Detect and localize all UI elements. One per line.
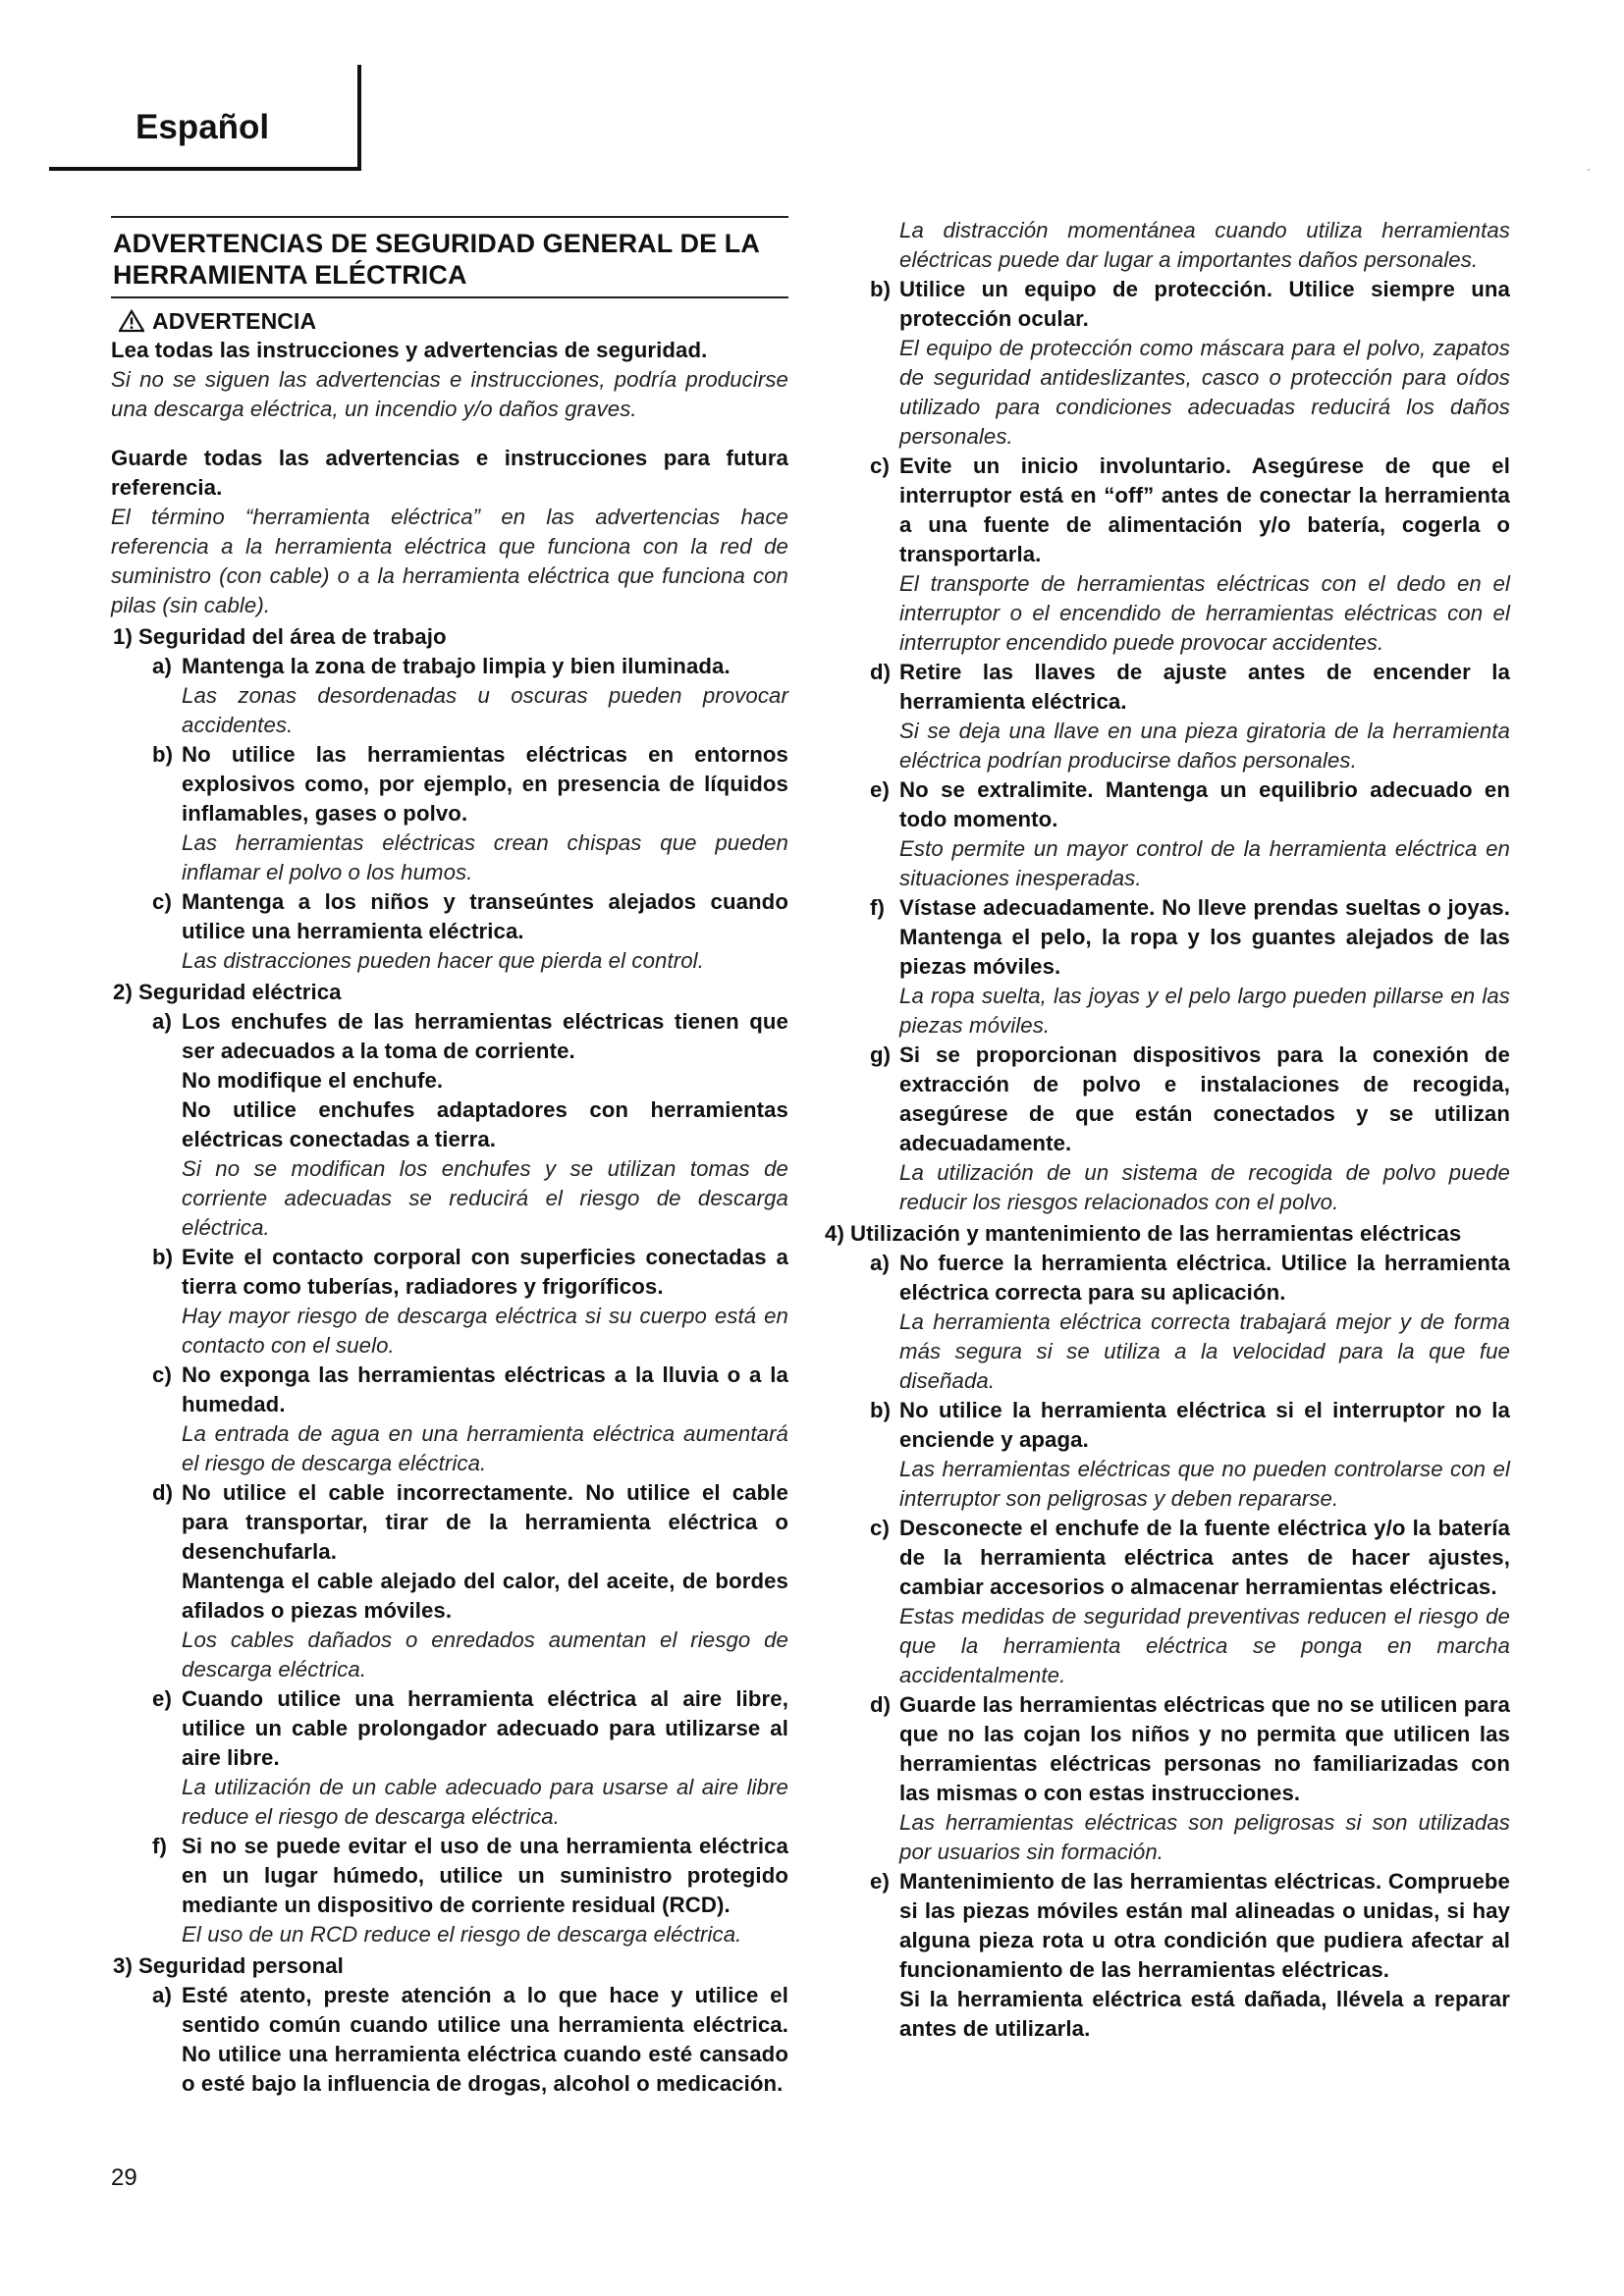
section-3-title: 3) Seguridad personal	[113, 1953, 344, 1978]
list-item: c) Mantenga a los niños y transeúntes alejados cuando utilice una herramienta eléctrica. Las distracciones pueden hacer que pierda el control.	[152, 889, 788, 973]
list-item: e) Mantenimiento de las herramientas eléctricas. Compruebe si las piezas móviles están mal alineadas o unidas, si hay alguna pieza rota u otra condición que pudiera afectar al funcionamiento de las herramientas eléctricas. Si la herramienta eléctrica está dañada, llévela a reparar antes de utilizarla.	[870, 1869, 1510, 2041]
section-2-items	[111, 1007, 788, 1949]
section-heading: ADVERTENCIAS DE SEGURIDAD GENERAL DE LA HERRAMIENTA ELÉCTRICA	[111, 216, 788, 298]
language-label: Español	[135, 108, 270, 146]
page-number: 29	[111, 2164, 137, 2191]
keep-italic: El término “herramienta eléctrica” en las advertencias hace referencia a la herramienta eléctrica que funciona con la red de suministro (con cable) o a la herramienta eléctrica que funciona con pilas (sin cable).	[111, 505, 788, 617]
section-1-items	[111, 652, 788, 976]
list-item: c) No exponga las herramientas eléctricas a la lluvia o a la humedad. La entrada de agua en una herramienta eléctrica aumentará el riesgo de descarga eléctrica.	[152, 1362, 788, 1475]
language-tab	[49, 65, 361, 171]
left-column	[111, 216, 788, 2099]
warning-label: ADVERTENCIA	[152, 308, 317, 334]
list-item: d) No utilice el cable incorrectamente. No utilice el cable para transportar, tirar de la herramienta eléctrica o desenchufarla. Mantenga el cable alejado del calor, del aceite, de bordes afilados o piezas móviles. Los cables dañados o enredados aumentan el riesgo de descarga eléctrica.	[152, 1480, 788, 1682]
keep-bold: Guarde todas las advertencias e instrucciones para futura referencia.	[111, 446, 788, 500]
intro-italic: Si no se siguen las advertencias e instrucciones, podría producirse una descarga eléctrica, un incendio y/o daños graves.	[111, 367, 788, 421]
list-item: b) No utilice las herramientas eléctricas en entornos explosivos como, por ejemplo, en presencia de líquidos inflamables, gases o polvo. Las herramientas eléctricas crean chispas que pueden inflamar el polvo o los humos.	[152, 742, 788, 884]
section-3-items	[111, 1981, 788, 2099]
list-item: d) Retire las llaves de ajuste antes de encender la herramienta eléctrica. Si se deja una llave en una pieza giratoria de la herramienta eléctrica podrían producirse daños personales.	[870, 660, 1510, 773]
section-4-items	[823, 1249, 1510, 2044]
list-item: a) Esté atento, preste atención a lo que hace y utilice el sentido común cuando utilice una herramienta eléctrica. No utilice una herramienta eléctrica cuando esté cansado o esté bajo la influencia de drogas, alcohol o medicación.	[152, 1983, 788, 2096]
section-1-title: 1) Seguridad del área de trabajo	[113, 624, 447, 649]
warning-triangle-icon	[119, 309, 144, 333]
intro-bold: Lea todas las instrucciones y advertencias de seguridad.	[111, 338, 708, 362]
list-item: f) Si no se puede evitar el uso de una herramienta eléctrica en un lugar húmedo, utilice un suministro protegido mediante un dispositivo de corriente residual (RCD). El uso de un RCD reduce el riesgo de descarga eléctrica.	[152, 1834, 788, 1947]
section-4-title: 4) Utilización y mantenimiento de las herramientas eléctricas	[825, 1221, 1462, 1246]
list-item: c) Evite un inicio involuntario. Asegúrese de que el interruptor está en “off” antes de conectar la herramienta a una fuente de alimentación y/o batería, cogerla o transportarla. El transporte de herramientas eléctricas con el dedo en el interruptor o el encendido de herramientas eléctricas con el interruptor encendido puede provocar accidentes.	[870, 454, 1510, 655]
list-item: b) Utilice un equipo de protección. Utilice siempre una protección ocular. El equipo de protección como máscara para el polvo, zapatos de seguridad antideslizantes, casco o protección para oídos utilizado para condiciones adecuadas reducirá los daños personales.	[870, 277, 1510, 449]
list-item: b) Evite el contacto corporal con superficies conectadas a tierra como tuberías, radiadores y frigoríficos. Hay mayor riesgo de descarga eléctrica si su cuerpo está en contacto con el suelo.	[152, 1245, 788, 1358]
list-item: a) No fuerce la herramienta eléctrica. Utilice la herramienta eléctrica correcta para su aplicación. La herramienta eléctrica correcta trabajará mejor y de forma más segura si se utiliza a la velocidad para la que fue diseñada.	[870, 1251, 1510, 1393]
list-item: c) Desconecte el enchufe de la fuente eléctrica y/o la batería de la herramienta eléctrica antes de hacer ajustes, cambiar accesorios o almacenar herramientas eléctricas. Estas medidas de seguridad preventivas reducen el riesgo de que la herramienta eléctrica se ponga en marcha accidentalmente.	[870, 1516, 1510, 1687]
scan-speck	[1588, 169, 1590, 171]
list-item: g) Si se proporcionan dispositivos para la conexión de extracción de polvo e instalaciones de recogida, asegúrese de que están conectados y se utilizan adecuadamente. La utilización de un sistema de recogida de polvo puede reducir los riesgos relacionados con el polvo.	[870, 1042, 1510, 1214]
list-item-continued: La distracción momentánea cuando utiliza herramientas eléctricas puede dar lugar a importantes daños personales.	[899, 218, 1510, 272]
list-item: b) No utilice la herramienta eléctrica si el interruptor no la enciende y apaga. Las herramientas eléctricas que no pueden controlarse con el interruptor son peligrosas y deben repararse.	[870, 1398, 1510, 1511]
right-column	[823, 216, 1510, 2044]
list-item: f) Vístase adecuadamente. No lleve prendas sueltas o joyas. Mantenga el pelo, la ropa y los guantes alejados de las piezas móviles. La ropa suelta, las joyas y el pelo largo pueden pillarse en las piezas móviles.	[870, 895, 1510, 1038]
list-item: a) Mantenga la zona de trabajo limpia y bien iluminada. Las zonas desordenadas u oscuras pueden provocar accidentes.	[152, 654, 788, 737]
list-item: e) No se extralimite. Mantenga un equilibrio adecuado en todo momento. Esto permite un mayor control de la herramienta eléctrica en situaciones inesperadas.	[870, 777, 1510, 890]
list-item: d) Guarde las herramientas eléctricas que no se utilicen para que no las cojan los niños y no permita que utilicen las herramientas eléctricas personas no familiarizadas con las mismas o con estas instrucciones. Las herramientas eléctricas son peligrosas si son utilizadas por usuarios sin formación.	[870, 1692, 1510, 1864]
section-2-title: 2) Seguridad eléctrica	[113, 980, 342, 1004]
list-item: e) Cuando utilice una herramienta eléctrica al aire libre, utilice un cable prolongador adecuado para utilizarse al aire libre. La utilización de un cable adecuado para usarse al aire libre reduce el riesgo de descarga eléctrica.	[152, 1686, 788, 1829]
warning-row	[111, 306, 788, 336]
section-3-continued	[823, 216, 1510, 1217]
list-item: a) Los enchufes de las herramientas eléctricas tienen que ser adecuados a la toma de corriente. No modifique el enchufe. No utilice enchufes adaptadores con herramientas eléctricas conectadas a tierra. Si no se modifican los enchufes y se utilizan tomas de corriente adecuadas se reducirá el riesgo de descarga eléctrica.	[152, 1009, 788, 1240]
